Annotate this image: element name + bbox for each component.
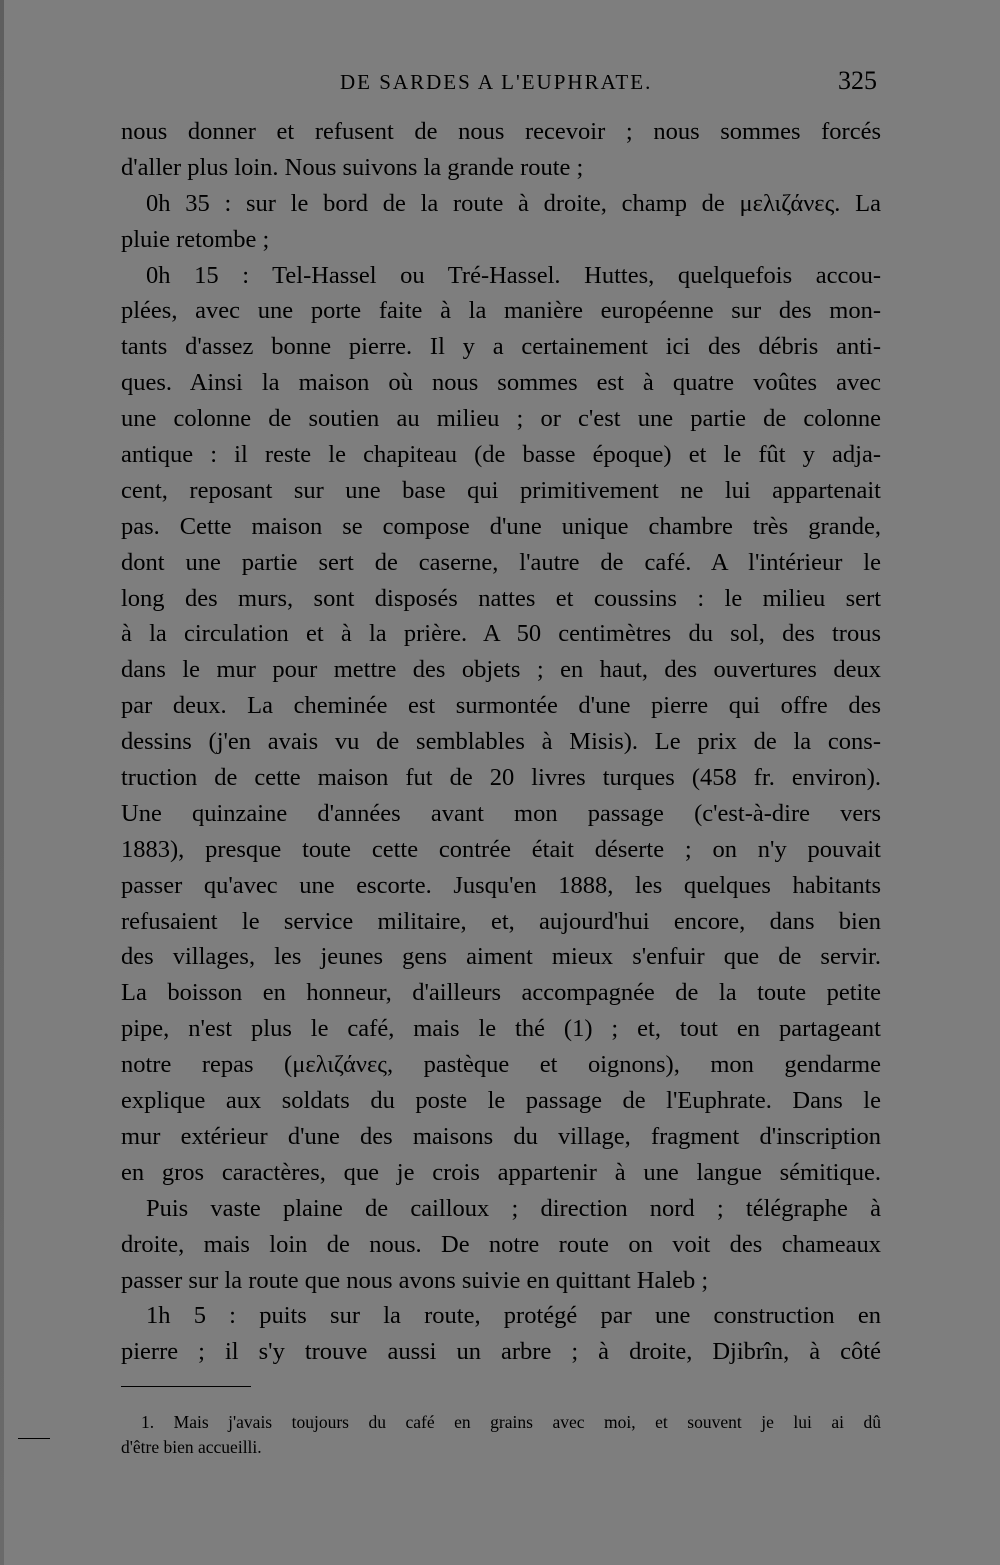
margin-mark [18,1438,50,1439]
text-line: plées, avec une porte faite à la manière européenne sur des mon- [121,297,881,325]
text-line: ques. Ainsi la maison où nous sommes est à quatre voûtes avec [121,369,881,397]
page-edge [0,0,4,1565]
text-line: d'aller plus loin. Nous suivons la grande route ; [121,153,584,181]
text-line: Puis vaste plaine de cailloux ; direction nord ; télégraphe à [146,1194,881,1222]
text-line: pierre ; il s'y trouve aussi un arbre ; à droite, Djibrîn, à côté [121,1338,881,1366]
text-line: par deux. La cheminée est surmontée d'une pierre qui offre des [121,692,881,720]
text-line: une colonne de soutien au milieu ; or c'est une partie de colonne [121,405,881,433]
page-number: 325 [838,66,877,95]
text-line: 1883), presque toute cette contrée était déserte ; on n'y pouvait [121,835,881,863]
footnote-line: d'être bien accueilli. [121,1437,262,1457]
text-line: en gros caractères, que je crois appartenir à une langue sémitique. [121,1158,881,1186]
text-line: 1h 5 : puits sur la route, protégé par une construction en [146,1302,881,1330]
text-line: refusaient le service militaire, et, aujourd'hui encore, dans bien [121,907,881,935]
text-line: dessins (j'en avais vu de semblables à Misis). Le prix de la cons- [121,728,881,756]
text-line: notre repas (μελιζάνες, pastèque et oignons), mon gendarme [121,1051,881,1079]
text-line: truction de cette maison fut de 20 livres turques (458 fr. environ). [121,764,881,792]
text-line: dont une partie sert de caserne, l'autre de café. A l'intérieur le [121,548,881,576]
text-line: pluie retombe ; [121,225,270,253]
text-line: La boisson en honneur, d'ailleurs accompagnée de la toute petite [121,979,881,1007]
text-line: 0h 35 : sur le bord de la route à droite, champ de μελιζάνες. La [146,189,881,217]
text-line: pas. Cette maison se compose d'une unique chambre très grande, [121,512,881,540]
text-line: cent, reposant sur une base qui primitivement ne lui appartenait [121,476,881,504]
text-line: long des murs, sont disposés nattes et coussins : le milieu sert [121,584,881,612]
text-line: explique aux soldats du poste le passage de l'Euphrate. Dans le [121,1087,881,1115]
text-line: droite, mais loin de nous. De notre route on voit des chameaux [121,1230,881,1258]
text-line: mur extérieur d'une des maisons du village, fragment d'inscription [121,1122,881,1150]
text-line: passer sur la route que nous avons suivie en quittant Haleb ; [121,1266,709,1294]
footnotes [121,1410,881,1460]
text-line: Une quinzaine d'années avant mon passage (c'est-à-dire vers [121,799,881,827]
text-line: dans le mur pour mettre des objets ; en haut, des ouvertures deux [121,656,881,684]
footnote-divider [121,1386,251,1387]
text-line: pipe, n'est plus le café, mais le thé (1) ; et, tout en partageant [121,1015,881,1043]
text-line: à la circulation et à la prière. A 50 centimètres du sol, des trous [121,620,881,648]
text-line: passer qu'avec une escorte. Jusqu'en 1888, les quelques habitants [121,871,881,899]
text-line: des villages, les jeunes gens aiment mieux s'enfuir que de servir. [121,943,881,971]
running-title: DE SARDES A L'EUPHRATE. [340,70,653,94]
footnote-line: 1. Mais j'avais toujours du café en grains avec moi, et souvent je lui ai dû [141,1412,881,1432]
body-text [121,114,881,1370]
text-line: antique : il reste le chapiteau (de basse époque) et le fût y adja- [121,441,881,469]
text-line: 0h 15 : Tel-Hassel ou Tré-Hassel. Huttes, quelquefois accou- [146,261,881,289]
text-line: nous donner et refusent de nous recevoir ; nous sommes forcés [121,118,881,145]
text-line: tants d'assez bonne pierre. Il y a certainement ici des débris anti- [121,333,881,361]
